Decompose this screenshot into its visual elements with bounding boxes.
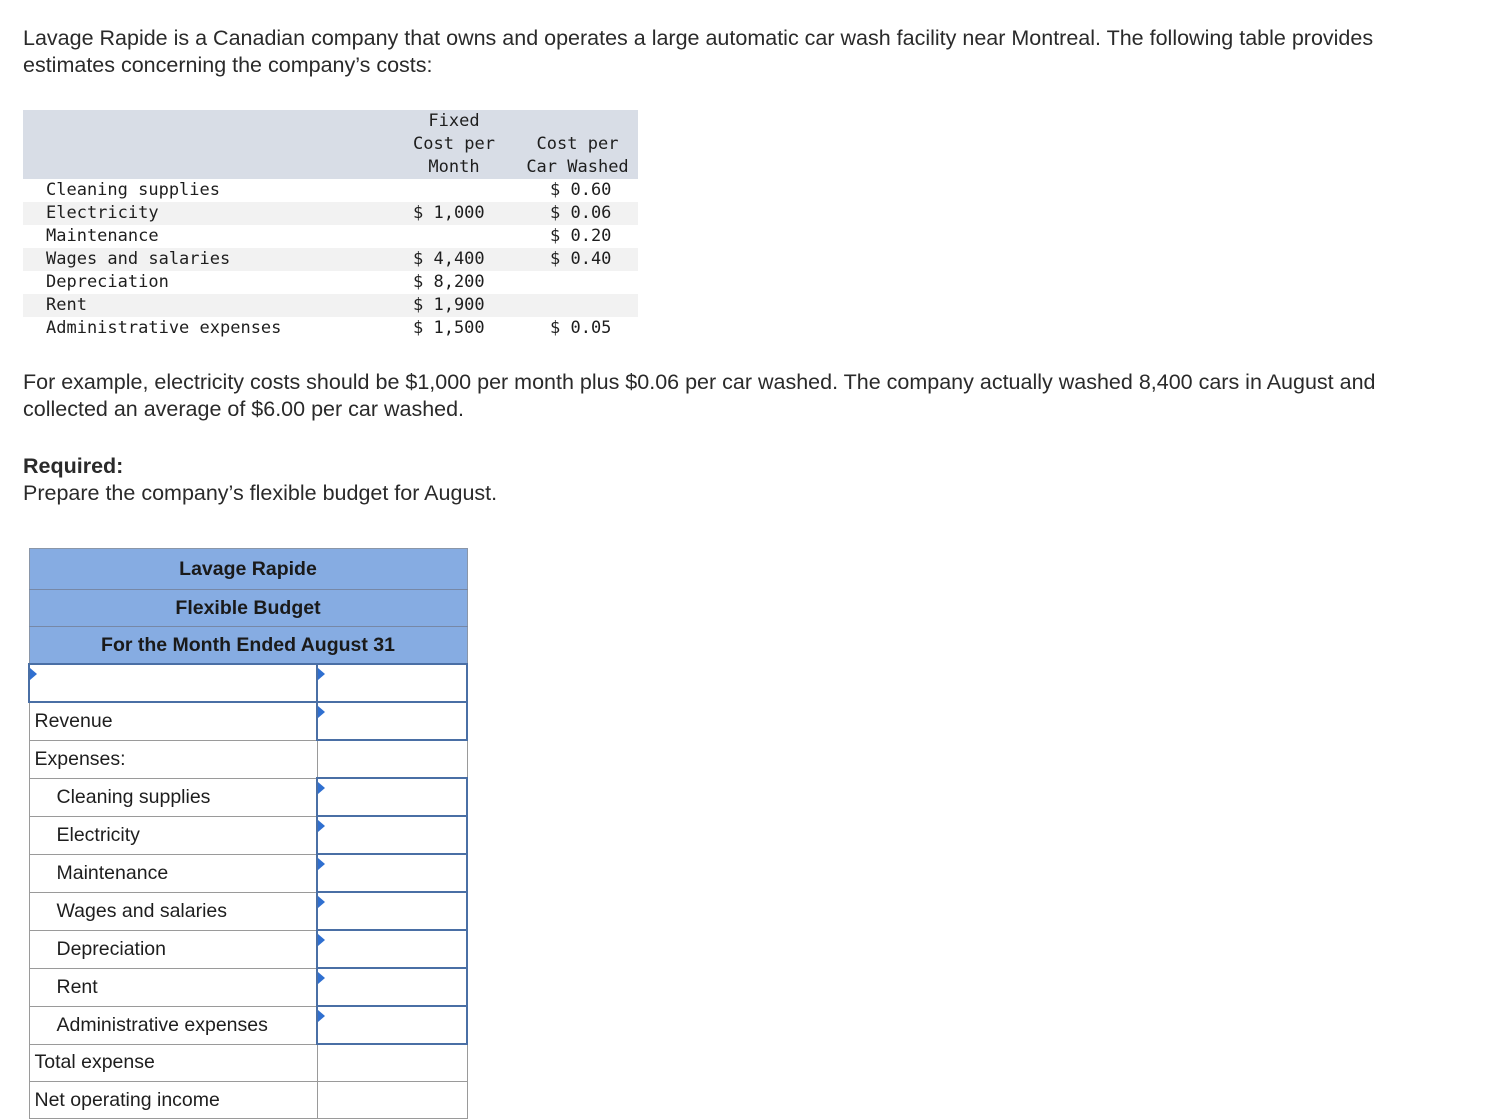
fixed-header-line: Fixed bbox=[428, 111, 480, 131]
cost-row bbox=[23, 271, 638, 294]
dropdown-marker-icon bbox=[318, 934, 325, 946]
revenue-label: Revenue bbox=[29, 702, 317, 740]
expense-label: Cleaning supplies bbox=[29, 778, 317, 816]
cost-row bbox=[23, 202, 638, 225]
budget-amount-input[interactable] bbox=[317, 664, 467, 702]
expense-label: Rent bbox=[29, 968, 317, 1006]
expense-input[interactable] bbox=[317, 854, 467, 892]
dropdown-marker-icon bbox=[318, 1010, 325, 1022]
cost-row-fixed: $ 1,500 bbox=[413, 318, 485, 338]
cost-row-label: Rent bbox=[23, 294, 391, 317]
cost-row-label: Depreciation bbox=[46, 272, 169, 292]
dropdown-marker-icon bbox=[318, 706, 325, 718]
cost-row-variable bbox=[517, 294, 638, 317]
cost-row-variable: $ 0.40 bbox=[517, 248, 638, 271]
dropdown-marker-icon bbox=[318, 668, 325, 680]
cost-estimates-table bbox=[23, 110, 638, 340]
cost-row-fixed: $ 4,400 bbox=[391, 248, 517, 271]
expense-input[interactable] bbox=[317, 816, 467, 854]
net-operating-income-cell bbox=[317, 1082, 467, 1119]
cost-row-variable bbox=[517, 271, 638, 294]
cost-table-header-blank bbox=[23, 110, 391, 179]
budget-row bbox=[29, 664, 467, 702]
budget-company-name: Lavage Rapide bbox=[29, 549, 467, 590]
example-paragraph: For example, electricity costs should be $1,000 per month plus $0.06 per car washed. The company actually washed 8,400 cars in August and collected an average of $6.00 per car washed. bbox=[23, 370, 1376, 421]
expense-label: Depreciation bbox=[29, 930, 317, 968]
dropdown-marker-icon bbox=[30, 668, 37, 680]
cost-table-header bbox=[23, 110, 638, 179]
budget-period: For the Month Ended August 31 bbox=[29, 627, 467, 665]
cost-row bbox=[23, 248, 638, 271]
budget-row bbox=[29, 1082, 467, 1119]
cost-row-label: Cleaning supplies bbox=[46, 180, 220, 200]
expense-label: Administrative expenses bbox=[29, 1006, 317, 1044]
expense-input[interactable] bbox=[317, 778, 467, 816]
expenses-label: Expenses: bbox=[29, 740, 317, 778]
budget-row bbox=[29, 778, 467, 816]
cost-row bbox=[23, 317, 638, 340]
cost-row bbox=[23, 179, 638, 202]
budget-row bbox=[29, 1006, 467, 1044]
cost-row-fixed bbox=[391, 225, 517, 248]
budget-row bbox=[29, 702, 467, 740]
budget-label-input[interactable] bbox=[29, 664, 317, 702]
expense-input[interactable] bbox=[317, 892, 467, 930]
cost-row-fixed bbox=[391, 179, 517, 202]
fixed-header-line: Month bbox=[428, 157, 480, 177]
revenue-input[interactable] bbox=[317, 702, 467, 740]
flexible-budget-table bbox=[28, 548, 468, 1119]
dropdown-marker-icon bbox=[318, 972, 325, 984]
expense-input[interactable] bbox=[317, 1006, 467, 1044]
net-operating-income-label: Net operating income bbox=[29, 1082, 317, 1119]
budget-row bbox=[29, 854, 467, 892]
budget-row bbox=[29, 1044, 467, 1082]
dropdown-marker-icon bbox=[318, 782, 325, 794]
dropdown-marker-icon bbox=[318, 820, 325, 832]
variable-header-line: Cost per bbox=[536, 134, 619, 154]
expenses-blank-cell bbox=[317, 740, 467, 778]
intro-paragraph: Lavage Rapide is a Canadian company that owns and operates a large automatic car wash facility near Montreal. The following table provides estimates concerning the company’s costs: bbox=[23, 26, 1374, 77]
budget-row bbox=[29, 740, 467, 778]
fixed-cost-header bbox=[391, 110, 517, 179]
budget-title: Flexible Budget bbox=[29, 590, 467, 627]
expense-label: Maintenance bbox=[29, 854, 317, 892]
total-expense-label: Total expense bbox=[29, 1044, 317, 1082]
fixed-header-line: Cost per bbox=[413, 134, 495, 154]
dropdown-marker-icon bbox=[318, 896, 325, 908]
expense-input[interactable] bbox=[317, 968, 467, 1006]
expense-label: Wages and salaries bbox=[29, 892, 317, 930]
cost-row-fixed: $ 1,900 bbox=[391, 294, 517, 317]
variable-header-line: Car Washed bbox=[526, 157, 629, 177]
budget-row bbox=[29, 968, 467, 1006]
variable-cost-header bbox=[517, 110, 638, 179]
budget-row bbox=[29, 930, 467, 968]
required-label: Required: bbox=[23, 454, 124, 478]
cost-row-variable: $ 0.60 bbox=[550, 180, 612, 200]
dropdown-marker-icon bbox=[318, 858, 325, 870]
cost-row-label: Administrative expenses bbox=[46, 318, 282, 338]
cost-row-fixed: $ 1,000 bbox=[391, 202, 517, 225]
total-expense-cell bbox=[317, 1044, 467, 1082]
budget-header-row bbox=[29, 549, 467, 590]
cost-row-label: Wages and salaries bbox=[23, 248, 391, 271]
cost-row bbox=[23, 225, 638, 248]
expense-label: Electricity bbox=[29, 816, 317, 854]
budget-header-row bbox=[29, 627, 467, 665]
budget-row bbox=[29, 816, 467, 854]
required-text: Prepare the company’s flexible budget for August. bbox=[23, 481, 498, 505]
cost-row-variable: $ 0.05 bbox=[550, 318, 612, 338]
expense-input[interactable] bbox=[317, 930, 467, 968]
cost-row-variable: $ 0.20 bbox=[550, 226, 612, 246]
cost-row-label: Electricity bbox=[23, 202, 391, 225]
budget-row bbox=[29, 892, 467, 930]
budget-header-row bbox=[29, 590, 467, 627]
cost-row bbox=[23, 294, 638, 317]
cost-row-fixed: $ 8,200 bbox=[413, 272, 485, 292]
cost-row-label: Maintenance bbox=[46, 226, 159, 246]
cost-row-variable: $ 0.06 bbox=[517, 202, 638, 225]
